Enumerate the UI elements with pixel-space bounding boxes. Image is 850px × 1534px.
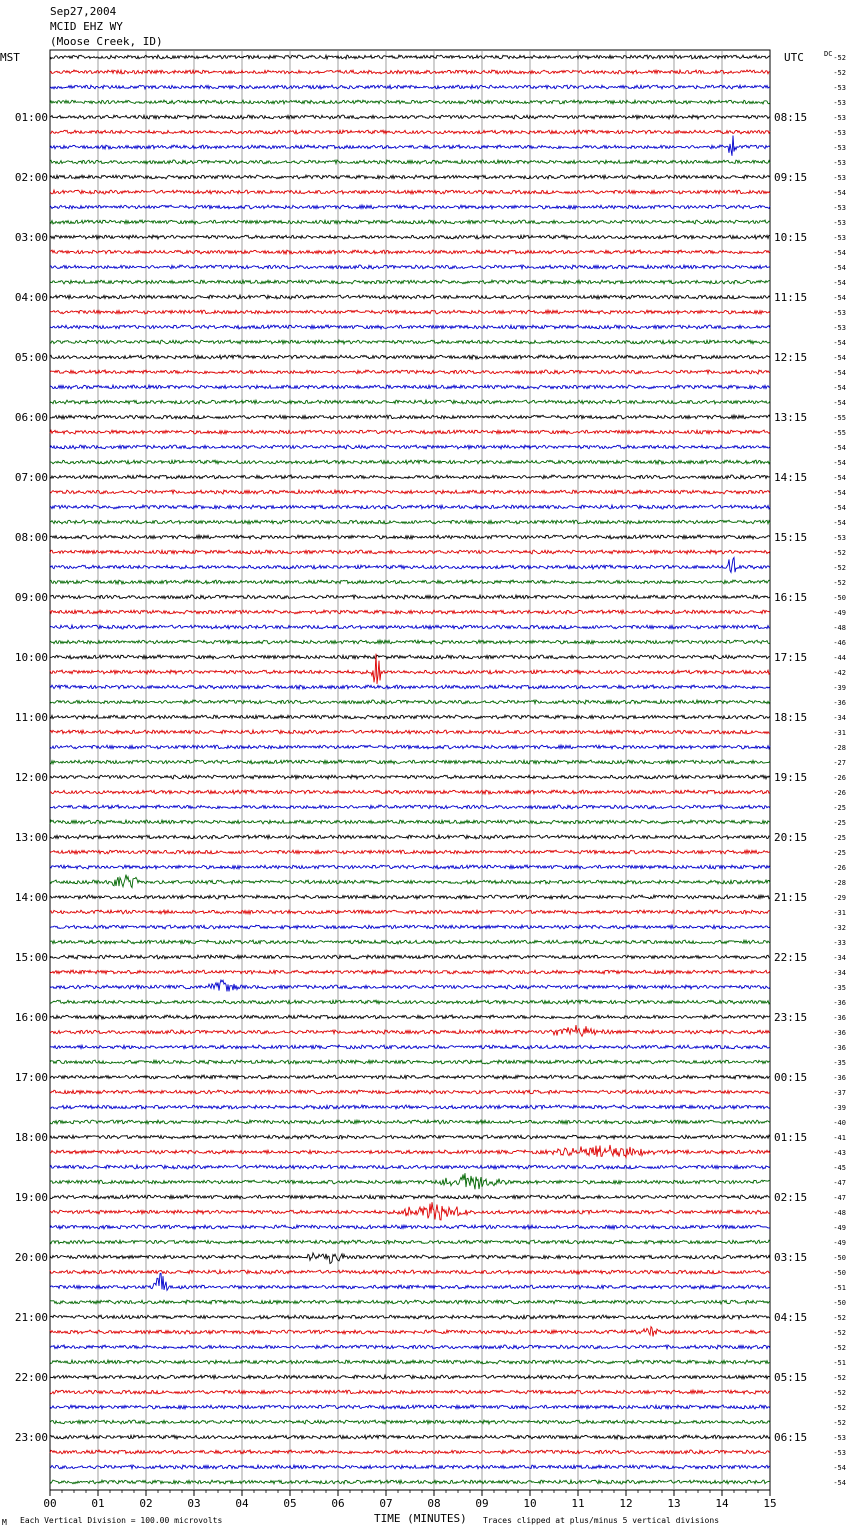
seismic-trace [50, 280, 770, 284]
seismic-trace [50, 400, 770, 404]
dc-offset-label: -31 [833, 909, 846, 917]
seismic-trace [50, 70, 770, 74]
x-tick-label: 12 [619, 1497, 633, 1510]
x-tick-label: 09 [475, 1497, 489, 1510]
dc-offset-label: -49 [833, 1239, 846, 1247]
mst-hour-label: 10:00 [14, 651, 48, 664]
utc-hour-label: 00:15 [774, 1071, 808, 1084]
dc-offset-label: -52 [833, 1419, 846, 1427]
seismic-trace [50, 136, 770, 156]
x-tick-label: 14 [715, 1497, 729, 1510]
seismic-trace [50, 520, 770, 524]
mst-axis-label: MST [0, 51, 20, 64]
seismic-trace [50, 1420, 770, 1424]
seismic-trace [50, 1300, 770, 1304]
dc-offset-label: -54 [833, 264, 846, 272]
dc-offset-label: -36 [833, 1029, 846, 1037]
seismic-trace [50, 1435, 770, 1439]
mst-hour-label: 21:00 [14, 1311, 48, 1324]
seismic-trace [50, 355, 770, 359]
seismic-trace [50, 640, 770, 644]
dc-offset-label: -52 [833, 1314, 846, 1322]
dc-offset-label: -36 [833, 999, 846, 1007]
dc-offset-label: -52 [833, 1389, 846, 1397]
location-label: (Moose Creek, ID) [50, 35, 163, 48]
seismic-trace [50, 130, 770, 134]
seismic-trace [50, 925, 770, 929]
mst-hour-label: 23:00 [14, 1431, 48, 1444]
seismic-trace [50, 1273, 770, 1290]
seismic-trace [50, 940, 770, 944]
seismic-trace [50, 235, 770, 239]
seismic-trace [50, 1120, 770, 1124]
seismic-trace [50, 475, 770, 479]
dc-offset-label: -25 [833, 834, 846, 842]
seismic-trace [50, 250, 770, 254]
seismic-trace [50, 325, 770, 329]
dc-offset-label: -54 [833, 369, 846, 377]
seismic-trace [50, 1253, 770, 1264]
dc-offset-label: -34 [833, 954, 846, 962]
utc-hour-label: 16:15 [774, 591, 808, 604]
mst-hour-label: 14:00 [14, 891, 48, 904]
utc-hour-label: 05:15 [774, 1371, 808, 1384]
seismic-trace [50, 220, 770, 224]
date-label: Sep27,2004 [50, 5, 117, 18]
seismic-trace [50, 100, 770, 104]
dc-offset-label: -29 [833, 894, 846, 902]
dc-offset-label: -54 [833, 504, 846, 512]
dc-offset-label: -50 [833, 1269, 846, 1277]
seismic-trace [50, 85, 770, 89]
seismic-trace [50, 685, 770, 689]
seismic-trace [50, 1105, 770, 1109]
seismic-trace [50, 970, 770, 974]
x-tick-label: 05 [283, 1497, 297, 1510]
dc-offset-label: -27 [833, 759, 846, 767]
seismic-trace [50, 1465, 770, 1469]
dc-offset-label: -54 [833, 444, 846, 452]
dc-offset-label: -25 [833, 819, 846, 827]
dc-offset-label: -53 [833, 114, 846, 122]
dc-offset-label: -26 [833, 774, 846, 782]
utc-hour-label: 23:15 [774, 1011, 808, 1024]
seismic-trace [50, 370, 770, 374]
mst-hour-label: 20:00 [14, 1251, 48, 1264]
dc-offset-label: -53 [833, 234, 846, 242]
dc-offset-label: -54 [833, 519, 846, 527]
dc-offset-label: -36 [833, 1074, 846, 1082]
dc-offset-label: -53 [833, 99, 846, 107]
seismic-trace [50, 715, 770, 719]
dc-offset-label: -52 [833, 54, 846, 62]
dc-offset-label: -42 [833, 669, 846, 677]
dc-offset-label: -54 [833, 1464, 846, 1472]
seismic-trace [50, 835, 770, 839]
dc-offset-label: -51 [833, 1359, 846, 1367]
seismic-trace [50, 1345, 770, 1349]
x-tick-label: 06 [331, 1497, 345, 1510]
dc-offset-label: -54 [833, 459, 846, 467]
dc-offset-label: -54 [833, 249, 846, 257]
clip-note: Traces clipped at plus/minus 5 vertical divisions [483, 1516, 720, 1525]
dc-offset-label: -53 [833, 1434, 846, 1442]
x-tick-label: 11 [571, 1497, 585, 1510]
dc-offset-label: -44 [833, 654, 846, 662]
mst-hour-label: 01:00 [14, 111, 48, 124]
dc-offset-label: -53 [833, 219, 846, 227]
seismic-trace [50, 580, 770, 584]
utc-hour-label: 11:15 [774, 291, 808, 304]
dc-offset-label: -33 [833, 939, 846, 947]
seismic-trace [50, 1025, 770, 1036]
x-tick-label: 03 [187, 1497, 201, 1510]
seismic-trace [50, 558, 770, 573]
dc-offset-label: -46 [833, 639, 846, 647]
seismic-trace [50, 385, 770, 389]
x-tick-label: 15 [763, 1497, 777, 1510]
utc-hour-label: 12:15 [774, 351, 808, 364]
seismic-trace [50, 820, 770, 824]
seismic-trace [50, 190, 770, 194]
dc-header-label: DC [824, 50, 833, 58]
seismic-trace [50, 1000, 770, 1004]
dc-offset-label: -55 [833, 414, 846, 422]
seismic-trace [50, 1480, 770, 1484]
seismic-trace [50, 535, 770, 539]
mst-hour-label: 13:00 [14, 831, 48, 844]
mst-hour-label: 16:00 [14, 1011, 48, 1024]
seismic-trace [50, 115, 770, 119]
utc-hour-label: 22:15 [774, 951, 808, 964]
station-label: MCID EHZ WY [50, 20, 123, 33]
corner-mark: M [2, 1518, 7, 1527]
dc-offset-label: -36 [833, 699, 846, 707]
dc-offset-label: -52 [833, 1329, 846, 1337]
x-tick-label: 01 [91, 1497, 105, 1510]
dc-offset-label: -52 [833, 549, 846, 557]
utc-hour-label: 15:15 [774, 531, 808, 544]
seismic-trace [50, 1045, 770, 1049]
dc-offset-label: -47 [833, 1179, 846, 1187]
mst-hour-label: 11:00 [14, 711, 48, 724]
seismic-trace [50, 1202, 770, 1220]
dc-offset-label: -31 [833, 729, 846, 737]
dc-offset-label: -25 [833, 849, 846, 857]
seismic-trace [50, 775, 770, 779]
seismic-trace [50, 1090, 770, 1094]
seismic-trace [50, 1135, 770, 1139]
dc-offset-label: -26 [833, 789, 846, 797]
mst-hour-label: 17:00 [14, 1071, 48, 1084]
dc-offset-label: -54 [833, 339, 846, 347]
seismic-trace [50, 1060, 770, 1064]
dc-offset-label: -52 [833, 1404, 846, 1412]
seismic-trace [50, 655, 770, 659]
utc-hour-label: 20:15 [774, 831, 808, 844]
utc-hour-label: 08:15 [774, 111, 808, 124]
utc-hour-label: 10:15 [774, 231, 808, 244]
seismic-trace [50, 875, 770, 888]
utc-hour-label: 04:15 [774, 1311, 808, 1324]
x-axis-title: TIME (MINUTES) [374, 1512, 467, 1525]
dc-offset-label: -48 [833, 1209, 846, 1217]
dc-offset-label: -35 [833, 1059, 846, 1067]
dc-offset-label: -54 [833, 279, 846, 287]
seismic-trace [50, 205, 770, 209]
dc-offset-label: -53 [833, 309, 846, 317]
seismic-trace [50, 730, 770, 734]
dc-offset-label: -51 [833, 1284, 846, 1292]
seismic-trace [50, 805, 770, 809]
utc-hour-label: 17:15 [774, 651, 808, 664]
mst-hour-label: 02:00 [14, 171, 48, 184]
seismic-trace [50, 895, 770, 899]
dc-offset-label: -34 [833, 969, 846, 977]
dc-offset-label: -53 [833, 204, 846, 212]
utc-hour-label: 18:15 [774, 711, 808, 724]
dc-offset-label: -28 [833, 879, 846, 887]
seismic-trace [50, 760, 770, 764]
dc-offset-label: -36 [833, 1014, 846, 1022]
mst-hour-label: 18:00 [14, 1131, 48, 1144]
dc-offset-label: -32 [833, 924, 846, 932]
mst-hour-label: 05:00 [14, 351, 48, 364]
seismic-trace [50, 1173, 770, 1189]
mst-hour-label: 08:00 [14, 531, 48, 544]
seismic-trace [50, 1327, 770, 1337]
mst-hour-label: 19:00 [14, 1191, 48, 1204]
utc-hour-label: 02:15 [774, 1191, 808, 1204]
dc-offset-label: -53 [833, 144, 846, 152]
utc-hour-label: 19:15 [774, 771, 808, 784]
dc-offset-label: -55 [833, 429, 846, 437]
scale-note: Each Vertical Division = 100.00 microvolts [20, 1516, 223, 1525]
utc-hour-label: 01:15 [774, 1131, 808, 1144]
seismic-trace [50, 610, 770, 614]
dc-offset-label: -54 [833, 399, 846, 407]
x-tick-label: 10 [523, 1497, 537, 1510]
seismic-trace [50, 1315, 770, 1319]
seismic-trace [50, 550, 770, 554]
dc-offset-label: -34 [833, 714, 846, 722]
dc-offset-label: -52 [833, 579, 846, 587]
seismic-trace [50, 955, 770, 959]
x-tick-label: 07 [379, 1497, 393, 1510]
seismic-trace [50, 1240, 770, 1244]
dc-offset-label: -52 [833, 69, 846, 77]
dc-offset-label: -49 [833, 1224, 846, 1232]
dc-offset-label: -54 [833, 489, 846, 497]
seismic-trace [50, 625, 770, 629]
seismic-trace [50, 700, 770, 704]
x-tick-label: 13 [667, 1497, 681, 1510]
dc-offset-label: -53 [833, 324, 846, 332]
mst-hour-label: 06:00 [14, 411, 48, 424]
utc-hour-label: 06:15 [774, 1431, 808, 1444]
seismic-trace [50, 745, 770, 749]
seismic-trace [50, 415, 770, 419]
mst-hour-label: 22:00 [14, 1371, 48, 1384]
dc-offset-label: -48 [833, 624, 846, 632]
dc-offset-label: -54 [833, 189, 846, 197]
seismic-trace [50, 340, 770, 344]
seismic-trace [50, 790, 770, 794]
seismic-trace [50, 1270, 770, 1274]
seismic-trace [50, 55, 770, 59]
dc-offset-label: -36 [833, 1044, 846, 1052]
dc-offset-label: -37 [833, 1089, 846, 1097]
seismic-trace [50, 980, 770, 991]
dc-offset-label: -53 [833, 159, 846, 167]
dc-offset-label: -45 [833, 1164, 846, 1172]
dc-offset-label: -52 [833, 564, 846, 572]
seismic-trace [50, 1405, 770, 1409]
seismic-trace [50, 1360, 770, 1364]
dc-offset-label: -50 [833, 1254, 846, 1262]
dc-offset-label: -25 [833, 804, 846, 812]
dc-offset-label: -49 [833, 609, 846, 617]
mst-hour-label: 04:00 [14, 291, 48, 304]
seismic-trace [50, 160, 770, 164]
x-tick-label: 00 [43, 1497, 57, 1510]
x-tick-label: 02 [139, 1497, 153, 1510]
utc-hour-label: 13:15 [774, 411, 808, 424]
dc-offset-label: -54 [833, 294, 846, 302]
utc-axis-label: UTC [784, 51, 804, 64]
seismic-trace [50, 1015, 770, 1019]
seismic-trace [50, 295, 770, 299]
dc-offset-label: -50 [833, 594, 846, 602]
dc-offset-label: -35 [833, 984, 846, 992]
seismic-trace [50, 445, 770, 449]
seismic-trace [50, 1390, 770, 1394]
seismic-trace [50, 850, 770, 854]
x-tick-label: 04 [235, 1497, 249, 1510]
dc-offset-label: -39 [833, 684, 846, 692]
x-tick-label: 08 [427, 1497, 441, 1510]
seismic-trace [50, 1165, 770, 1169]
mst-hour-label: 07:00 [14, 471, 48, 484]
dc-offset-label: -53 [833, 1449, 846, 1457]
seismic-trace [50, 1075, 770, 1079]
mst-hour-label: 12:00 [14, 771, 48, 784]
dc-offset-label: -53 [833, 534, 846, 542]
dc-offset-label: -54 [833, 354, 846, 362]
dc-offset-label: -28 [833, 744, 846, 752]
seismic-trace [50, 1145, 770, 1158]
seismic-trace [50, 1375, 770, 1379]
dc-offset-label: -53 [833, 84, 846, 92]
dc-offset-label: -47 [833, 1194, 846, 1202]
seismic-trace [50, 490, 770, 494]
dc-offset-label: -50 [833, 1299, 846, 1307]
seismic-trace [50, 1450, 770, 1454]
mst-hour-label: 15:00 [14, 951, 48, 964]
utc-hour-label: 09:15 [774, 171, 808, 184]
dc-offset-label: -40 [833, 1119, 846, 1127]
dc-offset-label: -52 [833, 1374, 846, 1382]
seismic-trace [50, 865, 770, 869]
seismic-trace [50, 595, 770, 599]
seismic-trace [50, 1225, 770, 1229]
dc-offset-label: -39 [833, 1104, 846, 1112]
dc-offset-label: -52 [833, 1344, 846, 1352]
dc-offset-label: -43 [833, 1149, 846, 1157]
mst-hour-label: 03:00 [14, 231, 48, 244]
dc-offset-label: -41 [833, 1134, 846, 1142]
dc-offset-label: -53 [833, 129, 846, 137]
dc-offset-label: -54 [833, 384, 846, 392]
dc-offset-label: -26 [833, 864, 846, 872]
utc-hour-label: 03:15 [774, 1251, 808, 1264]
dc-offset-label: -54 [833, 474, 846, 482]
seismic-trace [50, 505, 770, 509]
utc-hour-label: 21:15 [774, 891, 808, 904]
seismic-trace [50, 910, 770, 914]
utc-hour-label: 14:15 [774, 471, 808, 484]
seismic-trace [50, 265, 770, 269]
seismic-trace [50, 175, 770, 179]
seismic-trace [50, 1195, 770, 1199]
dc-offset-label: -54 [833, 1479, 846, 1487]
seismic-trace [50, 460, 770, 464]
seismic-trace [50, 430, 770, 434]
mst-hour-label: 09:00 [14, 591, 48, 604]
dc-offset-label: -53 [833, 174, 846, 182]
seismic-trace [50, 310, 770, 314]
